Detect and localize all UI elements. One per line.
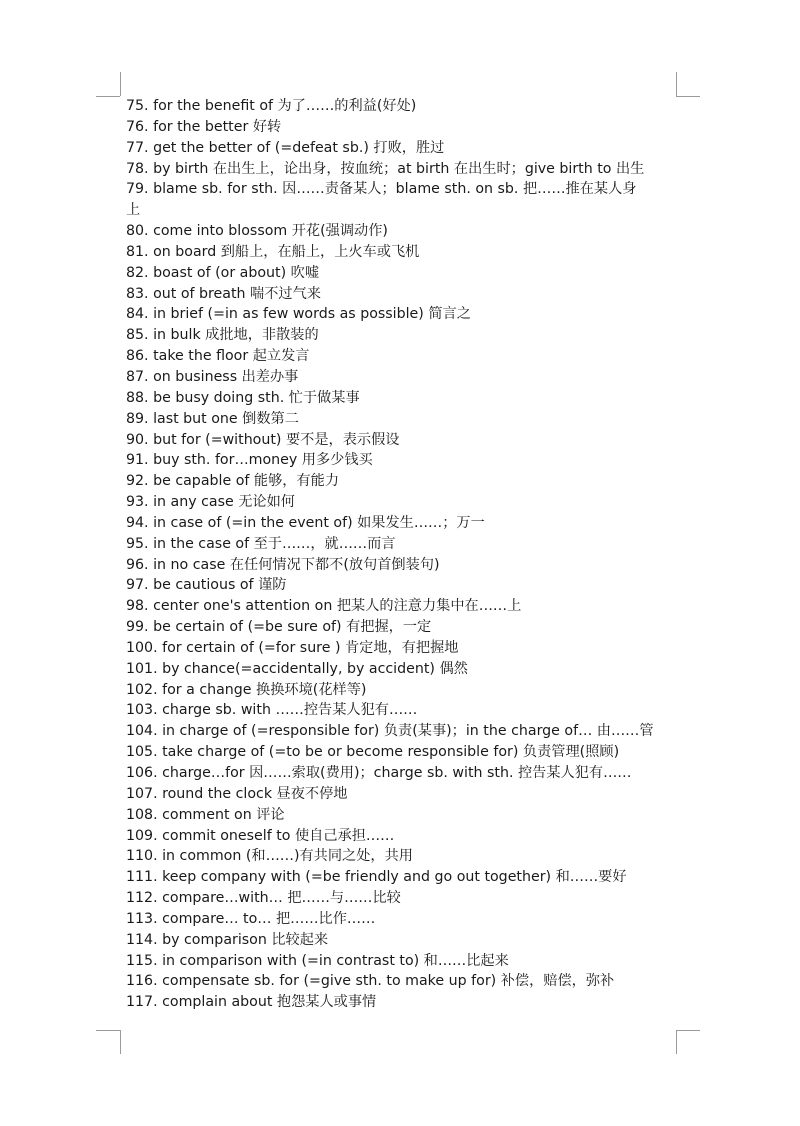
phrase-line: 102. for a change 换换环境(花样等): [126, 681, 367, 698]
phrase-line: 114. by comparison 比较起来: [126, 931, 329, 948]
phrase-line: 82. boast of (or about) 吹嘘: [126, 264, 320, 281]
phrase-line: 77. get the better of (=defeat sb.) 打败，胜过: [126, 139, 445, 156]
phrase-line: 83. out of breath 喘不过气来: [126, 285, 321, 302]
phrase-line: 108. comment on 评论: [126, 806, 285, 823]
phrase-line: 112. compare…with… 把……与……比较: [126, 890, 401, 907]
phrase-line: 100. for certain of (=for sure ) 肯定地，有把握地: [126, 639, 459, 656]
phrase-line: 96. in no case 在任何情况下都不(放句首倒装句): [126, 556, 440, 573]
phrase-line: 86. take the floor 起立发言: [126, 348, 310, 365]
phrase-line: 109. commit oneself to 使自己承担……: [126, 827, 395, 844]
phrase-line: 上: [126, 202, 141, 219]
phrase-line: 88. be busy doing sth. 忙于做某事: [126, 389, 360, 406]
phrase-line: 85. in bulk 成批地，非散装的: [126, 327, 319, 344]
phrase-line: 94. in case of (=in the event of) 如果发生……；万一: [126, 514, 485, 531]
phrase-line: 110. in common (和……)有共同之处，共用: [126, 848, 413, 865]
phrase-line: 87. on business 出差办事: [126, 368, 299, 385]
phrase-line: 101. by chance(=accidentally, by accident) 偶然: [126, 660, 468, 677]
phrase-line: 79. blame sb. for sth. 因……责备某人；blame sth. on sb. 把……推在某人身: [126, 181, 637, 198]
phrase-line: 111. keep company with (=be friendly and go out together) 和……要好: [126, 869, 627, 886]
phrase-line: 89. last but one 倒数第二: [126, 410, 299, 427]
phrase-line: 97. be cautious of 谨防: [126, 577, 287, 594]
phrase-line: 95. in the case of 至于……，就……而言: [126, 535, 396, 552]
phrase-line: 75. for the benefit of 为了……的利益(好处): [126, 98, 417, 114]
phrase-line: 103. charge sb. with ……控告某人犯有……: [126, 702, 418, 719]
phrase-line: 105. take charge of (=to be or become responsible for) 负责管理(照顾): [126, 744, 620, 761]
phrase-line: 113. compare… to… 把……比作……: [126, 910, 376, 927]
phrase-line: 84. in brief (=in as few words as possible) 简言之: [126, 306, 471, 323]
phrase-list: [126, 96, 674, 1013]
phrase-line: 106. charge…for 因……索取(费用)；charge sb. with sth. 控告某人犯有……: [126, 765, 632, 781]
phrase-line: 92. be capable of 能够，有能力: [126, 473, 340, 490]
phrase-line: 78. by birth 在出生上，论出身，按血统；at birth 在出生时；give birth to 出生: [126, 160, 645, 177]
phrase-line: 90. but for (=without) 要不是，表示假设: [126, 431, 400, 448]
phrase-line: 80. come into blossom 开花(强调动作): [126, 223, 388, 240]
phrase-line: 99. be certain of (=be sure of) 有把握，一定: [126, 619, 432, 636]
phrase-line: 117. complain about 抱怨某人或事情: [126, 994, 377, 1011]
phrase-line: 104. in charge of (=responsible for) 负责(某事)；in the charge of… 由……管: [126, 723, 654, 740]
phrase-line: 98. center one's attention on 把某人的注意力集中在……上: [126, 598, 522, 615]
phrase-line: 107. round the clock 昼夜不停地: [126, 785, 348, 802]
phrase-line: 81. on board 到船上，在船上，上火车或飞机: [126, 243, 420, 260]
phrase-line: 116. compensate sb. for (=give sth. to make up for) 补偿，赔偿，弥补: [126, 973, 615, 990]
phrase-line: 93. in any case 无论如何: [126, 494, 295, 511]
phrase-line: 115. in comparison with (=in contrast to) 和……比起来: [126, 952, 509, 969]
phrase-line: 76. for the better 好转: [126, 118, 282, 135]
phrase-line: 91. buy sth. for…money 用多少钱买: [126, 452, 373, 469]
